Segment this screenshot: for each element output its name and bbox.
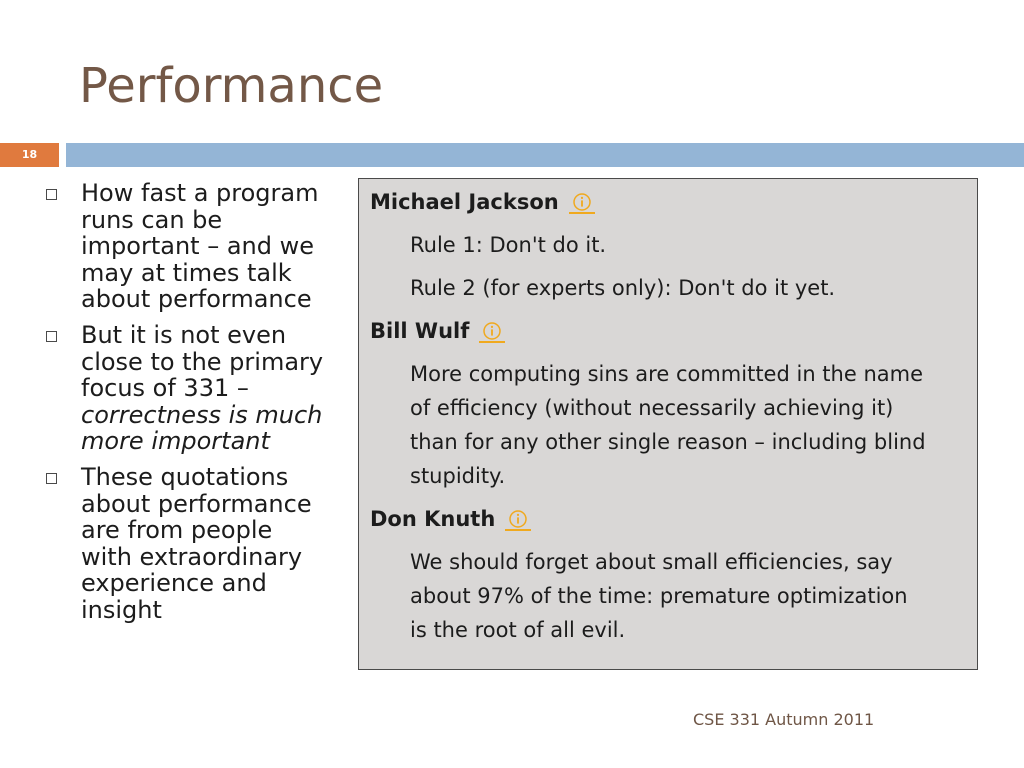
quote-line: of efficiency (without necessarily achieving it) [410, 396, 894, 420]
quote-line: Rule 1: Don't do it. [410, 233, 607, 257]
quote-paragraph [370, 545, 967, 647]
quote-line: stupidity. [410, 464, 506, 488]
bullet-emphasis-line: correctness is much [81, 400, 323, 429]
bullet-line: experience and [81, 569, 267, 597]
quote-line: is the root of all evil. [410, 618, 626, 642]
quote-line: than for any other single reason – including blind [410, 430, 926, 454]
square-bullet-icon [46, 331, 57, 342]
quote-attribution [370, 314, 967, 348]
quote-line: Rule 2 (for experts only): Don't do it yet. [410, 276, 836, 300]
bullet-line: These quotations [81, 463, 289, 491]
bullet-line: about performance [81, 489, 312, 518]
info-link[interactable] [569, 192, 595, 214]
author-name: Michael Jackson [370, 190, 559, 214]
quote-attribution [370, 185, 967, 219]
quote-line: We should forget about small efficiencies, say [410, 550, 893, 574]
bullet-item [46, 464, 346, 623]
quote-line: More computing sins are committed in the name [410, 362, 923, 386]
slide-title: Performance [79, 58, 384, 114]
bullet-line: focus of 331 – [81, 374, 249, 402]
slide-number: 18 [21, 148, 38, 161]
slide-number-badge [0, 143, 59, 167]
info-icon[interactable] [573, 193, 591, 211]
bullet-item [46, 322, 346, 455]
bullet-line: important – and we [81, 232, 315, 260]
bullet-line: may at times talk [81, 258, 292, 287]
info-link[interactable] [505, 509, 531, 531]
bullet-item [46, 180, 346, 313]
author-name: Don Knuth [370, 507, 496, 531]
quote-paragraph [370, 228, 967, 262]
bullet-line: close to the primary [81, 347, 324, 376]
bullet-line: insight [81, 595, 162, 624]
bullet-line: But it is not even [81, 321, 287, 349]
header-rule-bar [66, 143, 1024, 167]
bullet-line: runs can be [81, 205, 223, 234]
bullet-line: are from people [81, 516, 273, 544]
bullet-line: with extraordinary [81, 542, 303, 571]
quotes-panel [358, 178, 978, 670]
slide-footer: CSE 331 Autumn 2011 [693, 710, 875, 729]
author-name: Bill Wulf [370, 319, 470, 343]
info-icon[interactable] [509, 510, 527, 528]
bullet-list [46, 180, 346, 623]
square-bullet-icon [46, 189, 57, 200]
info-link[interactable] [479, 321, 505, 343]
bullet-line: about performance [81, 285, 312, 313]
quote-paragraph [370, 357, 967, 493]
quote-attribution [370, 502, 967, 536]
square-bullet-icon [46, 473, 57, 484]
bullet-emphasis-line: more important [81, 427, 270, 455]
quote-paragraph [370, 271, 967, 305]
quote-line: about 97% of the time: premature optimization [410, 584, 908, 608]
bullet-line: How fast a program [81, 179, 319, 207]
info-icon[interactable] [483, 322, 501, 340]
